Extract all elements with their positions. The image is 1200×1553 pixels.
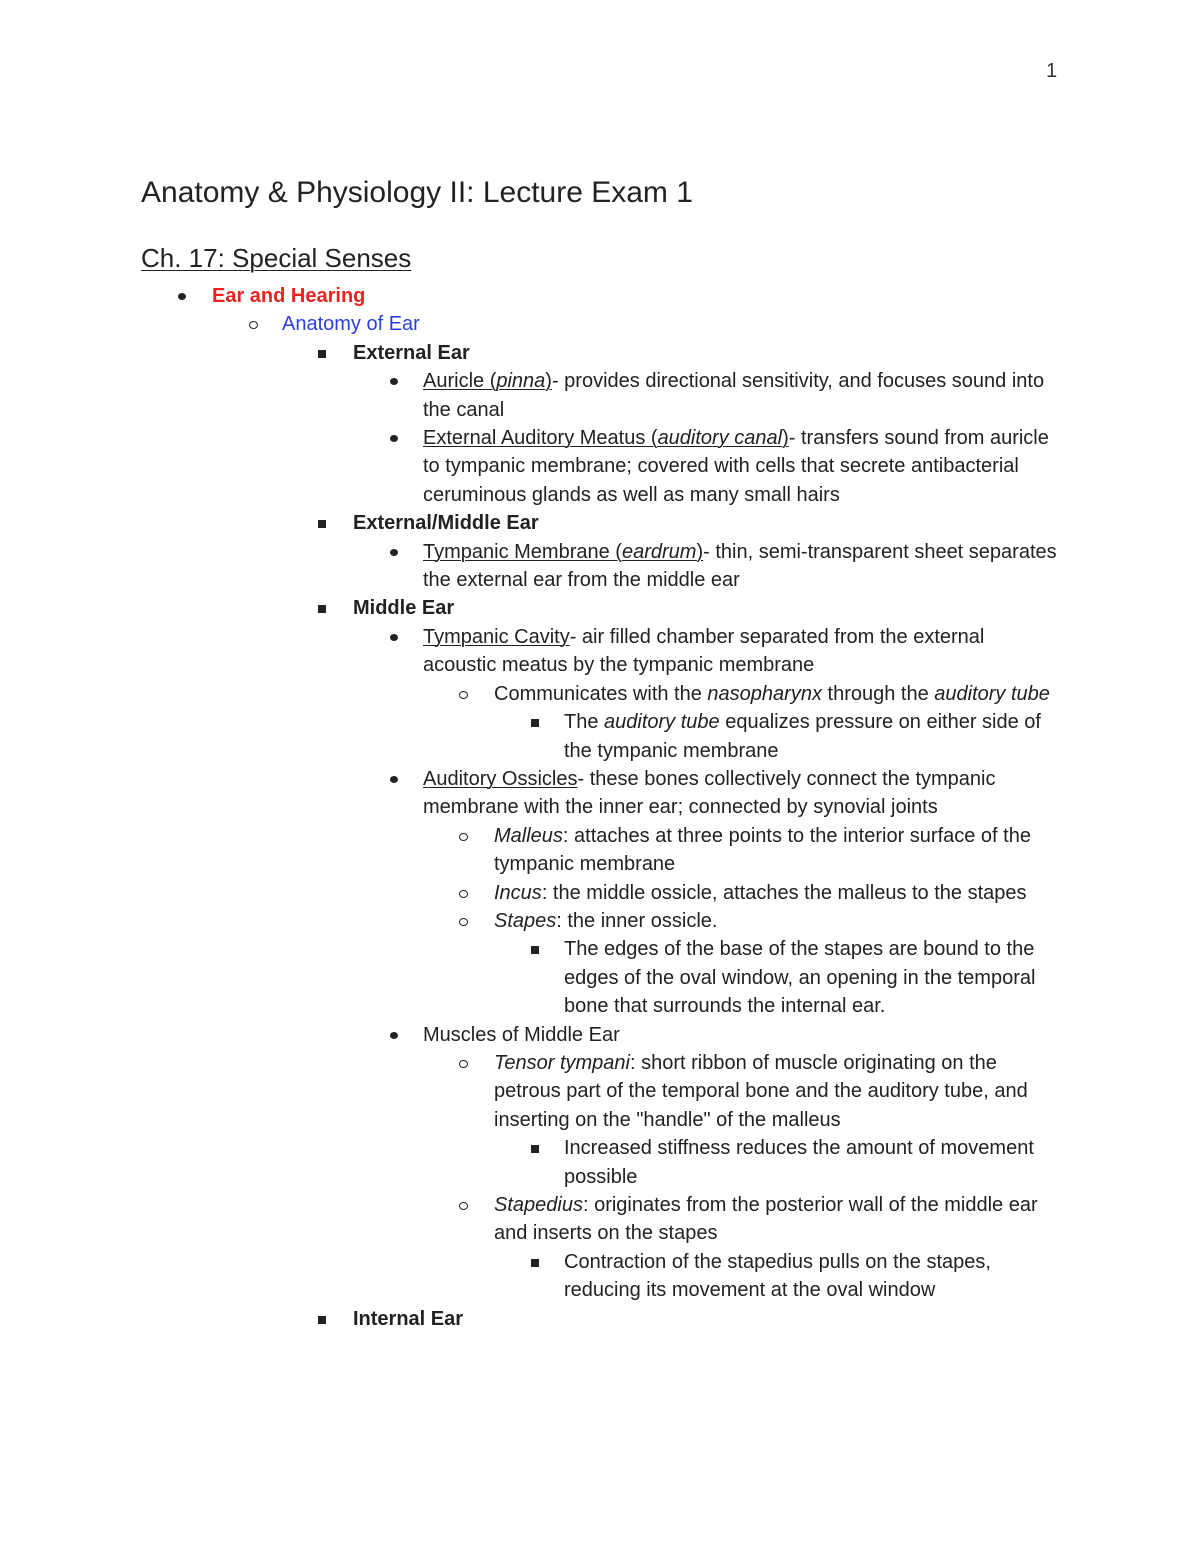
outline-item-malleus bbox=[0, 822, 1200, 879]
item-text bbox=[423, 367, 1063, 424]
description: - transfers sound from auricle to tympanic membrane; covered with cells that secrete antibacterial ceruminous glands as well as many small hairs bbox=[423, 427, 1049, 506]
square-bullet-icon bbox=[531, 935, 557, 963]
item-text: Communicates with the nasopharynx through the auditory tube bbox=[494, 682, 1050, 705]
square-bullet-icon bbox=[531, 1134, 557, 1162]
item-text: Contraction of the stapedius pulls on the stapes, reducing its movement at the oval window bbox=[564, 1250, 991, 1302]
page-number: 1 bbox=[1046, 60, 1058, 82]
square-bullet-icon bbox=[531, 708, 557, 736]
outline-item-tensor-tympani bbox=[0, 1049, 1200, 1134]
item-text: The edges of the base of the stapes are bound to the edges of the oval window, an opening in the temporal bone that surrounds the internal ear. bbox=[564, 938, 1036, 1018]
outline-item-stapes bbox=[0, 907, 1200, 935]
outline-item-auditory-ossicles bbox=[0, 765, 1200, 822]
outline-item-ear-and-hearing bbox=[0, 282, 1200, 310]
item-text bbox=[423, 538, 1063, 595]
disc-bullet-icon bbox=[390, 765, 416, 793]
term-malleus: Malleus bbox=[494, 824, 563, 847]
outline-item-stapedius bbox=[0, 1191, 1200, 1248]
outline-item-external-middle-ear bbox=[0, 509, 1200, 537]
disc-bullet-icon bbox=[390, 623, 416, 651]
square-bullet-icon bbox=[318, 509, 344, 537]
outline-item-internal-ear bbox=[0, 1305, 1200, 1333]
disc-bullet-icon bbox=[178, 282, 204, 310]
item-text bbox=[423, 424, 1063, 509]
circle-bullet-icon bbox=[459, 822, 485, 850]
outline-item-incus bbox=[0, 879, 1200, 907]
term-tensor-tympani: Tensor tympani bbox=[494, 1051, 630, 1074]
item-text: Malleus: attaches at three points to the interior surface of the tympanic membrane bbox=[494, 824, 1031, 876]
term-tympanic-membrane: Tympanic Membrane (eardrum) bbox=[423, 540, 704, 563]
term-external-auditory-meatus: External Auditory Meatus (auditory canal) bbox=[423, 427, 789, 450]
description: - air filled chamber separated from the external acoustic meatus by the tympanic membrane bbox=[423, 625, 985, 677]
document-title: Anatomy & Physiology II: Lecture Exam 1 bbox=[141, 176, 693, 209]
description: - these bones collectively connect the tympanic membrane with the inner ear; connected by synovial joints bbox=[423, 767, 996, 819]
outline-item-stapes-oval-window bbox=[0, 935, 1200, 1020]
outline-item-auricle bbox=[0, 367, 1200, 424]
item-text: Stapedius: originates from the posterior wall of the middle ear and inserts on the stapes bbox=[494, 1194, 1038, 1245]
description: - thin, semi-transparent sheet separates the external ear from the middle ear bbox=[423, 540, 1057, 592]
term-auditory-tube: auditory tube bbox=[934, 682, 1050, 705]
outline-item-middle-ear bbox=[0, 594, 1200, 622]
outline-item-muscles-of-middle-ear bbox=[0, 1021, 1200, 1049]
term-incus: Incus bbox=[494, 881, 542, 904]
circle-bullet-icon bbox=[249, 310, 275, 338]
term-nasopharynx: nasopharynx bbox=[707, 682, 822, 705]
disc-bullet-icon bbox=[390, 424, 416, 452]
outline-item-stapedius-contraction bbox=[0, 1248, 1200, 1305]
square-bullet-icon bbox=[318, 1305, 344, 1333]
outline-item-external-ear bbox=[0, 339, 1200, 367]
outline-item-increased-stiffness bbox=[0, 1134, 1200, 1191]
description: - provides directional sensitivity, and focuses sound into the canal bbox=[423, 370, 1045, 421]
item-text: Tensor tympani: short ribbon of muscle originating on the petrous part of the temporal bone and the auditory tube, and inserting on the "handle" of the malleus bbox=[494, 1051, 1028, 1131]
item-text: Incus: the middle ossicle, attaches the malleus to the stapes bbox=[494, 881, 1027, 904]
outline-item-auditory-tube-pressure bbox=[0, 708, 1200, 765]
term-stapes: Stapes bbox=[494, 909, 557, 932]
item-text bbox=[423, 765, 1063, 822]
outline-item-tympanic-cavity bbox=[0, 623, 1200, 680]
square-bullet-icon bbox=[531, 1248, 557, 1276]
heading-label: External Ear bbox=[353, 341, 470, 364]
notes-outline bbox=[0, 282, 1200, 1333]
heading-label: Middle Ear bbox=[353, 597, 455, 620]
item-text: Stapes: the inner ossicle. bbox=[494, 909, 718, 932]
item-text: Muscles of Middle Ear bbox=[423, 1023, 620, 1046]
topic-label: Ear and Hearing bbox=[212, 285, 366, 307]
item-text: The auditory tube equalizes pressure on either side of the tympanic membrane bbox=[564, 711, 1041, 762]
term-tympanic-cavity: Tympanic Cavity bbox=[423, 625, 570, 648]
heading-label: External/Middle Ear bbox=[353, 512, 539, 535]
item-text bbox=[423, 623, 1063, 680]
circle-bullet-icon bbox=[459, 680, 485, 708]
disc-bullet-icon bbox=[390, 367, 416, 395]
circle-bullet-icon bbox=[459, 879, 485, 907]
item-text: Increased stiffness reduces the amount of movement possible bbox=[564, 1137, 1034, 1188]
outline-item-tympanic-membrane bbox=[0, 538, 1200, 595]
outline-item-anatomy-of-ear bbox=[0, 310, 1200, 338]
circle-bullet-icon bbox=[459, 1049, 485, 1077]
subtopic-label: Anatomy of Ear bbox=[282, 313, 420, 336]
term-auricle: Auricle (pinna) bbox=[423, 370, 552, 393]
disc-bullet-icon bbox=[390, 1021, 416, 1049]
circle-bullet-icon bbox=[459, 907, 485, 935]
square-bullet-icon bbox=[318, 339, 344, 367]
outline-item-nasopharynx bbox=[0, 680, 1200, 708]
term-auditory-tube: auditory tube bbox=[604, 711, 720, 734]
disc-bullet-icon bbox=[390, 538, 416, 566]
term-auditory-ossicles: Auditory Ossicles bbox=[423, 767, 578, 790]
section-heading: Ch. 17: Special Senses bbox=[141, 243, 412, 273]
term-stapedius: Stapedius bbox=[494, 1194, 583, 1216]
circle-bullet-icon bbox=[459, 1191, 485, 1219]
heading-label: Internal Ear bbox=[353, 1307, 464, 1330]
outline-item-external-auditory-meatus bbox=[0, 424, 1200, 509]
square-bullet-icon bbox=[318, 594, 344, 622]
